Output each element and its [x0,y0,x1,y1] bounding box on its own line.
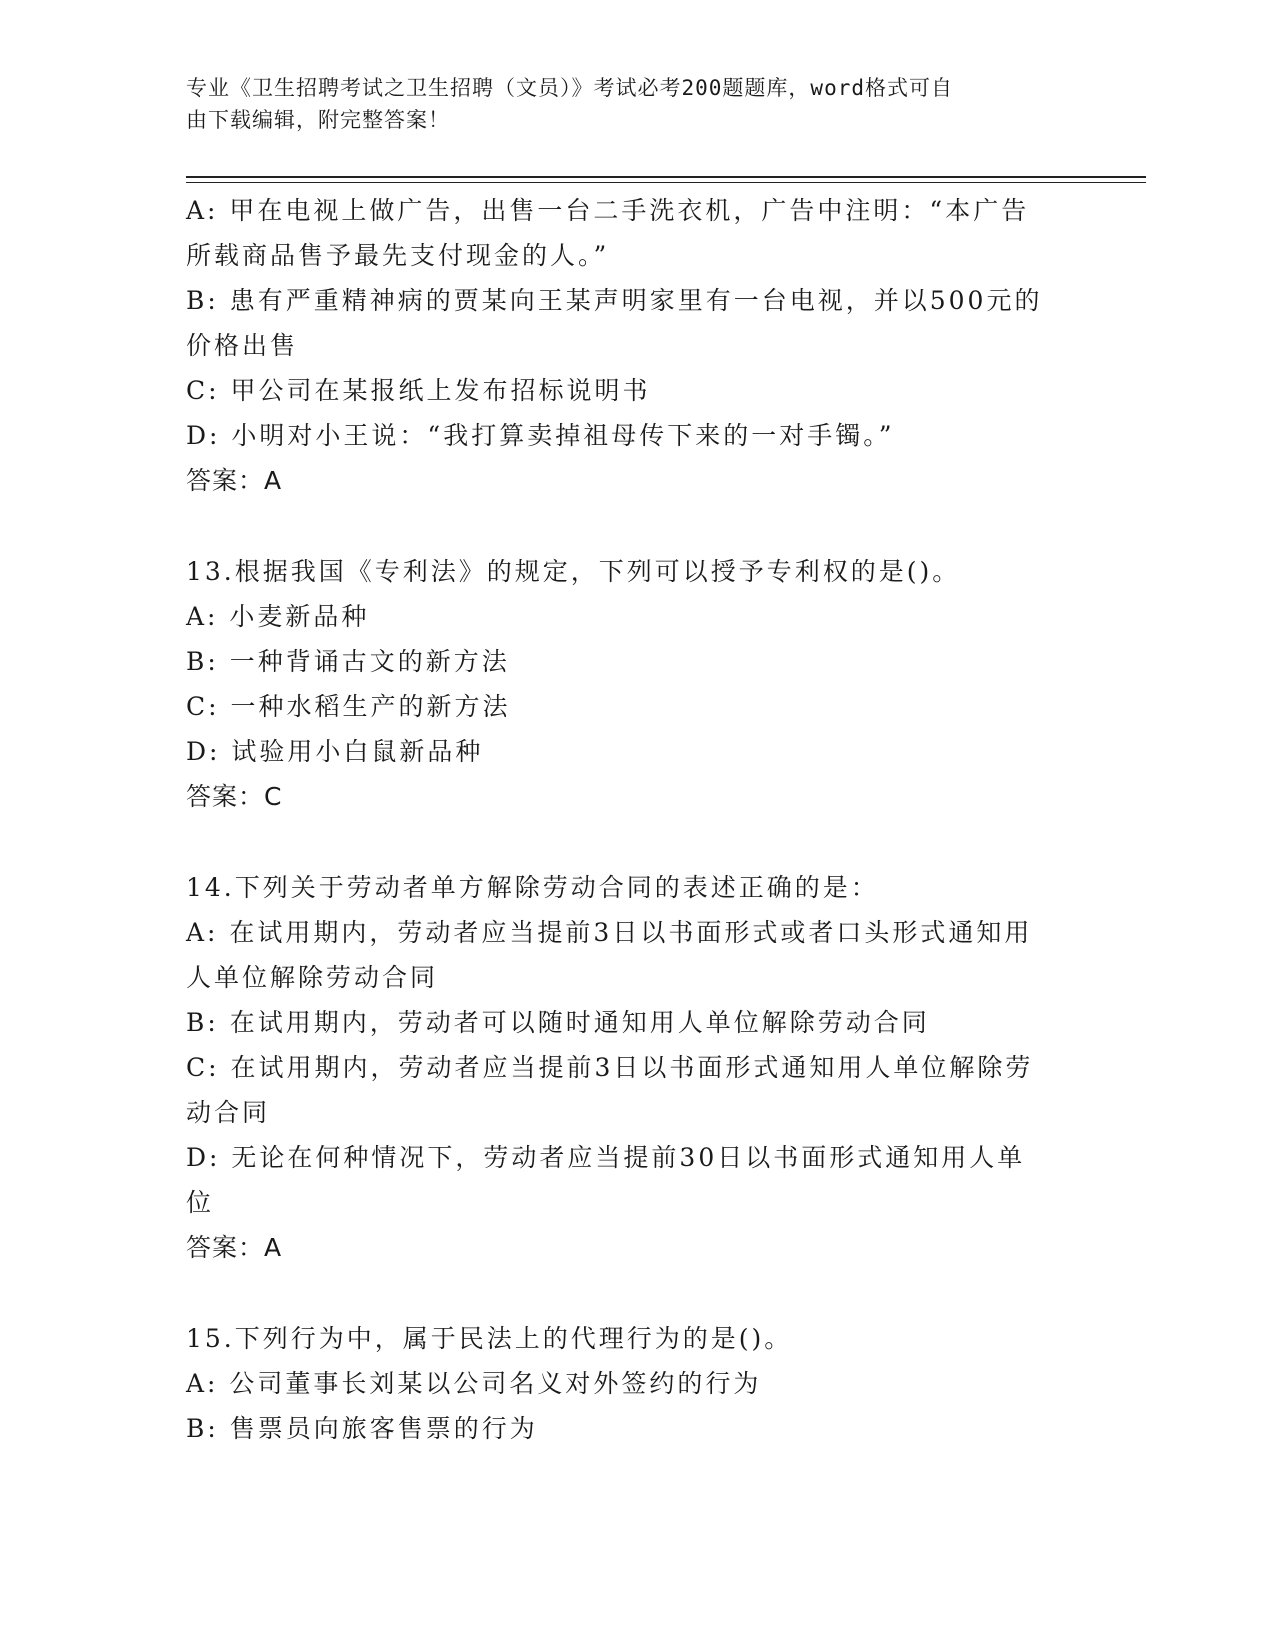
q13-option-b: B: 一种背诵古文的新方法 [186,647,510,676]
header-divider-thin [186,182,1146,183]
spacer [186,819,1066,865]
q12-option-c: C: 甲公司在某报纸上发布招标说明书 [186,376,651,405]
q13-option-c: C: 一种水稻生产的新方法 [186,692,511,721]
q14-option-a-line1: A: 在试用期内，劳动者应当提前3日以书面形式或者口头形式通知用 [186,918,1033,947]
spacer [186,503,1066,549]
question-15-block [186,1316,1066,1451]
q12-option-a-line2: 所载商品售予最先支付现金的人。” [186,241,610,270]
q12-option-a-line1: A: 甲在电视上做广告，出售一台二手洗衣机，广告中注明：“本广告 [186,196,1030,225]
q13-question: 13.根据我国《专利法》的规定，下列可以授予专利权的是()。 [186,557,961,586]
q14-option-a-line2: 人单位解除劳动合同 [186,963,439,992]
q14-option-d-line2: 位 [186,1188,215,1217]
question-12-block [186,188,1066,503]
q14-option-d-line1: D: 无论在何种情况下，劳动者应当提前30日以书面形式通知用人单 [186,1143,1026,1172]
q14-option-c-line1: C: 在试用期内，劳动者应当提前3日以书面形式通知用人单位解除劳 [186,1053,1034,1082]
spacer [186,1270,1066,1316]
question-13-block [186,549,1066,819]
header-divider-thick [186,176,1146,178]
q13-option-a: A: 小麦新品种 [186,602,370,631]
q12-option-b-line2: 价格出售 [186,331,299,360]
q13-answer: 答案：C [186,782,283,811]
q14-option-c-line2: 动合同 [186,1098,271,1127]
q13-option-d: D: 试验用小白鼠新品种 [186,737,484,766]
header-title-line2: 由下载编辑，附完整答案！ [186,108,450,132]
q14-question: 14.下列关于劳动者单方解除劳动合同的表述正确的是： [186,873,879,902]
question-14-block [186,865,1066,1270]
header-title-line1: 专业《卫生招聘考试之卫生招聘（文员）》考试必考200题题库，word格式可自 [186,76,953,100]
q15-option-a: A: 公司董事长刘某以公司名义对外签约的行为 [186,1369,762,1398]
q15-option-b: B: 售票员向旅客售票的行为 [186,1414,538,1443]
q12-option-d: D: 小明对小王说：“我打算卖掉祖母传下来的一对手镯。” [186,421,895,450]
q12-answer: 答案：A [186,466,283,495]
q12-option-b-line1: B: 患有严重精神病的贾某向王某声明家里有一台电视，并以500元的 [186,286,1043,315]
question-content [186,188,1066,1451]
q15-question: 15.下列行为中，属于民法上的代理行为的是()。 [186,1324,793,1353]
q14-option-b: B: 在试用期内，劳动者可以随时通知用人单位解除劳动合同 [186,1008,930,1037]
document-header [186,72,1066,136]
q14-answer: 答案：A [186,1233,283,1262]
